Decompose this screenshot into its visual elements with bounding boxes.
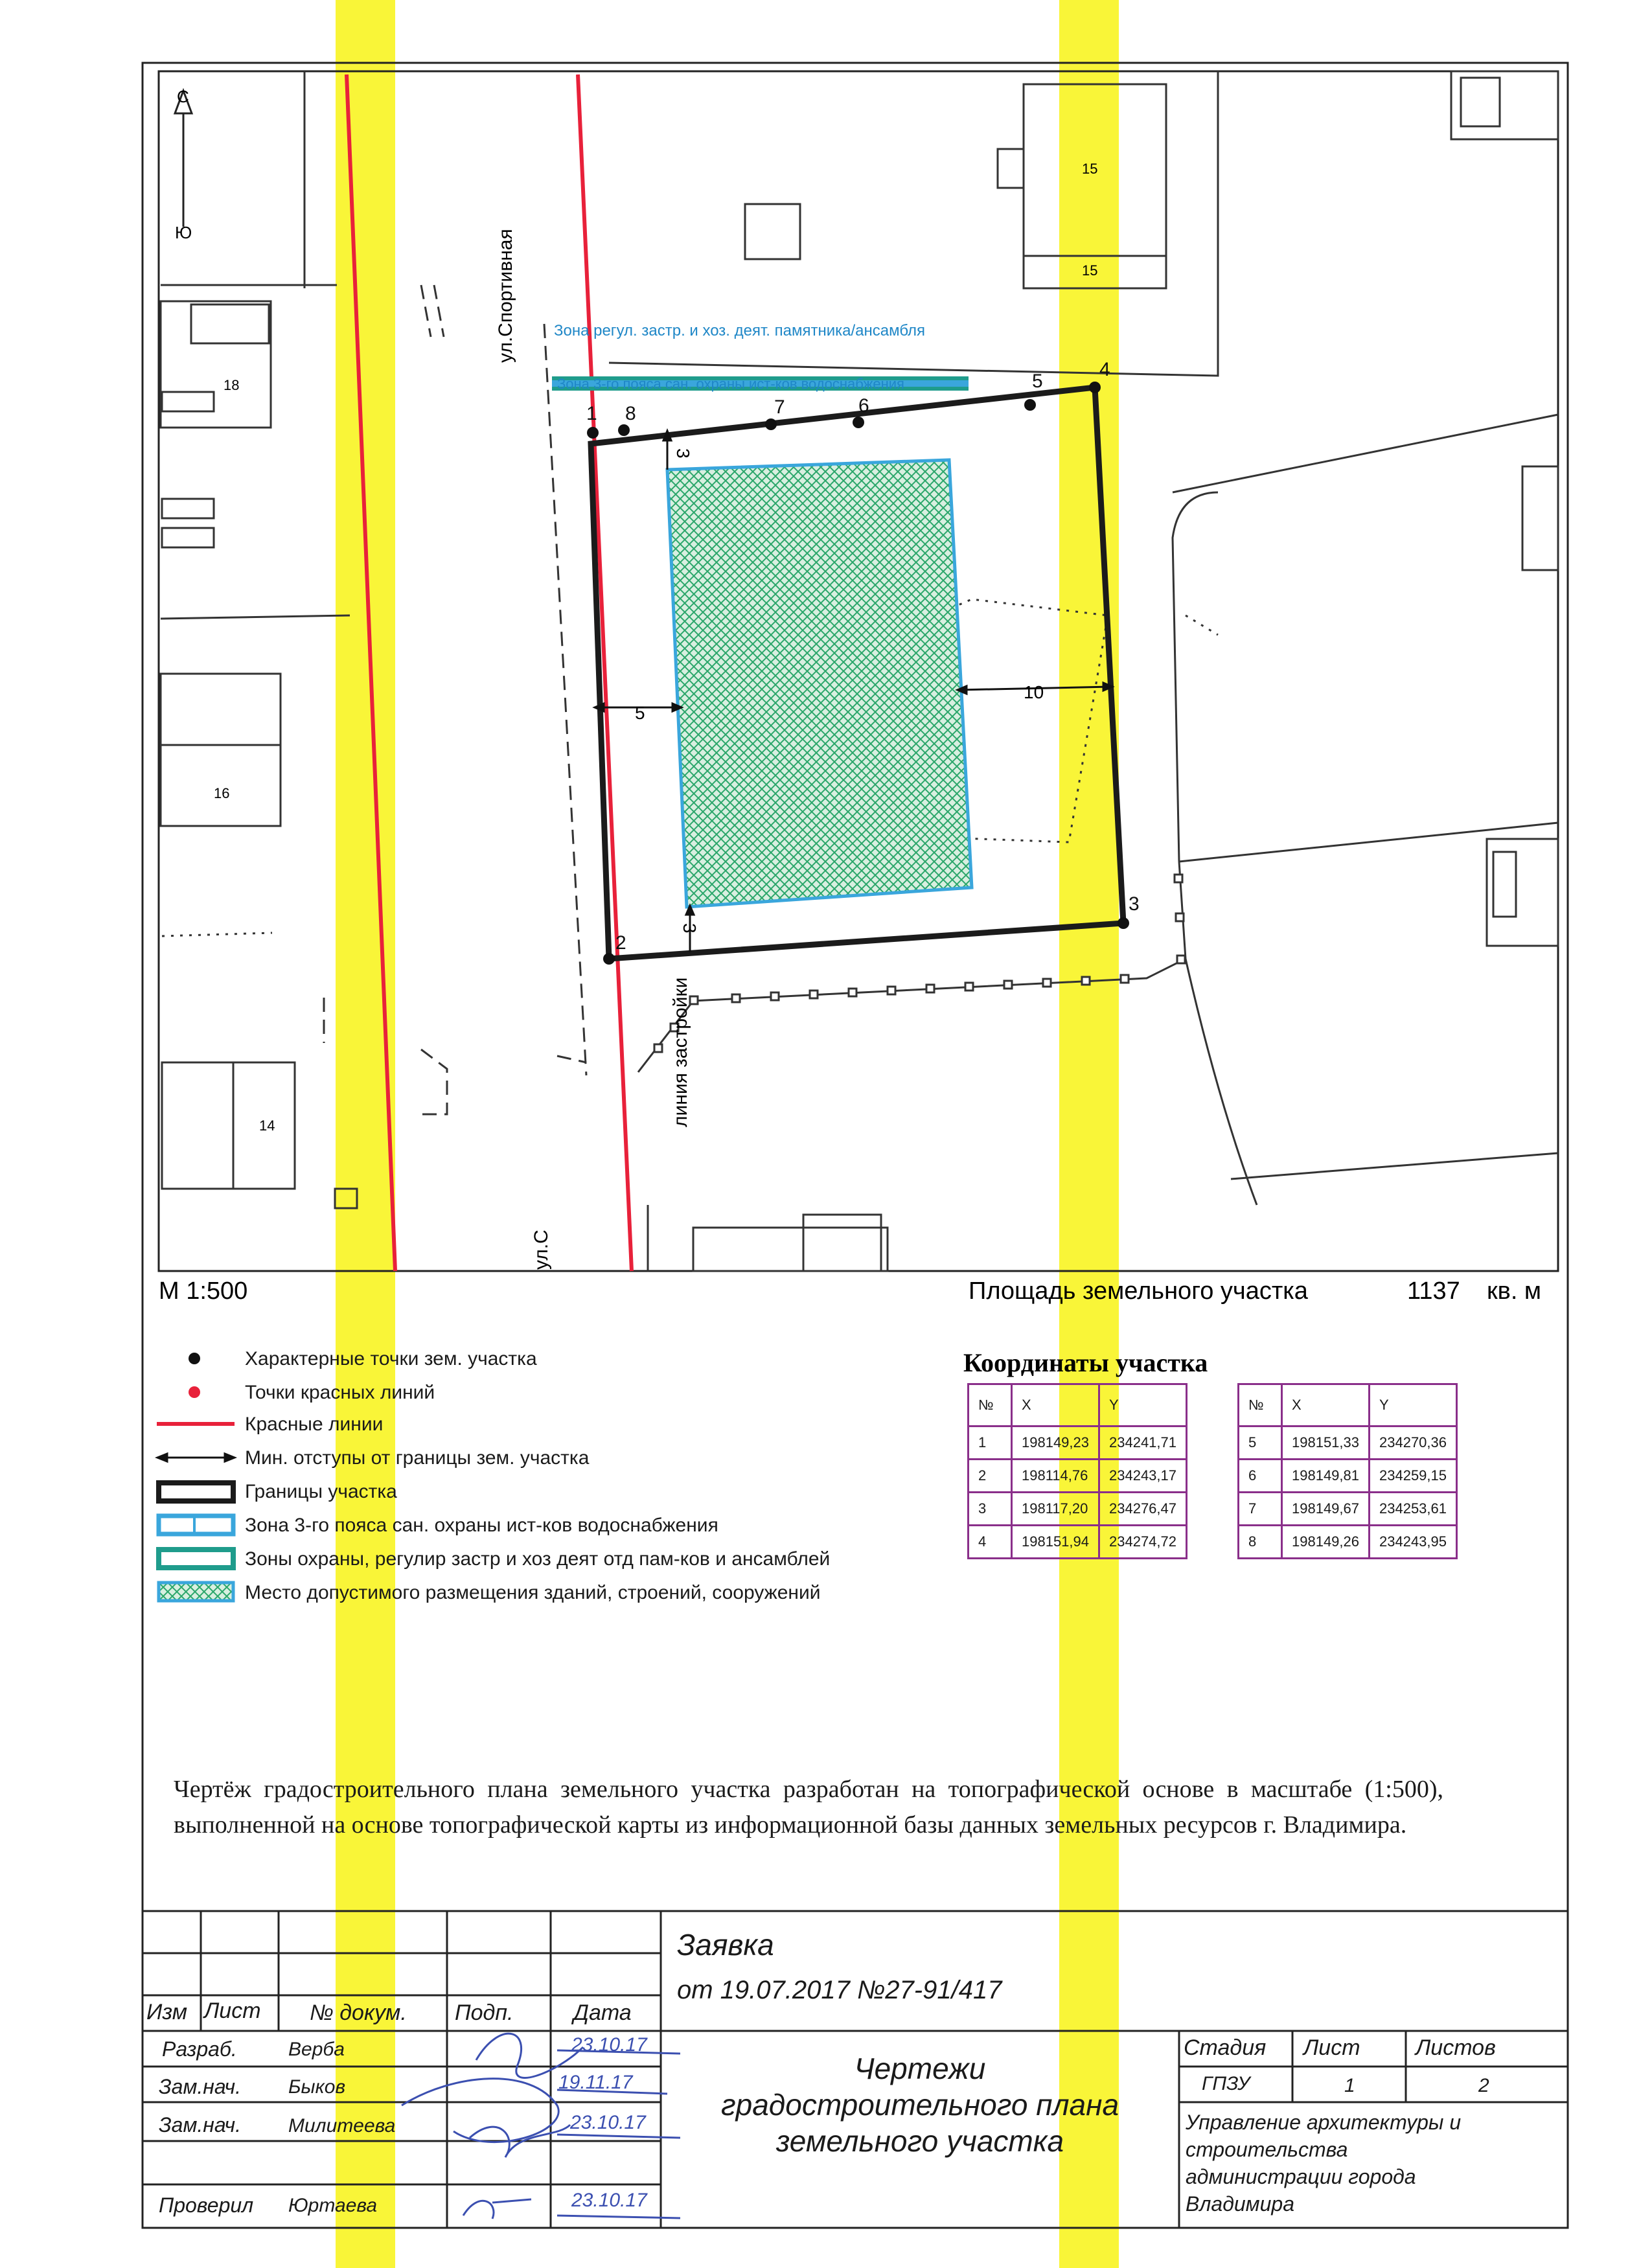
cell: 4	[969, 1526, 1012, 1559]
point-marker	[853, 417, 864, 428]
coordinates-table-left	[967, 1383, 1187, 1559]
street-label-sportivnaya: ул.Спортивная	[495, 229, 516, 363]
col-header-list: Лист	[204, 1999, 261, 2023]
permitted-building-area	[667, 460, 972, 907]
point-marker	[765, 418, 777, 430]
road-edge	[161, 615, 350, 619]
cell: 198117,20	[1012, 1493, 1099, 1526]
legend-text: Зона 3-го пояса сан. охраны ист-ков водоснабжения	[245, 1515, 718, 1536]
legend-text: Место допустимого размещения зданий, строений, сооружений	[245, 1582, 821, 1603]
point-label: 1	[586, 403, 597, 424]
building	[693, 1228, 888, 1271]
legend-red-dot	[189, 1386, 200, 1398]
building	[191, 304, 269, 343]
building	[1493, 852, 1516, 917]
red-line	[578, 74, 632, 1271]
legend-text: Границы участка	[245, 1481, 397, 1502]
role-deputy-2: Зам.нач.	[159, 2113, 241, 2136]
point-marker	[1089, 382, 1101, 393]
building-number: 14	[259, 1117, 275, 1134]
col-header-x: X	[1282, 1384, 1370, 1426]
col-header-izm: Изм	[146, 2000, 188, 2024]
order-title: Заявка	[677, 1928, 774, 1962]
building-number: 15	[1082, 161, 1098, 177]
road-edge	[1173, 492, 1218, 862]
cell: 234270,36	[1370, 1426, 1457, 1460]
role-checker: Проверил	[159, 2194, 254, 2217]
legend-texts	[245, 1348, 830, 1603]
legend-text: Мин. отступы от границы зем. участка	[245, 1447, 590, 1469]
compass-south: Ю	[175, 223, 192, 242]
building	[162, 392, 214, 411]
table-row	[1239, 1493, 1457, 1526]
explanatory-note: Чертёж градостроительного плана земельного участка разработан на топографической основе в масштабе (1:500), выполненной на основе топографической карты из информационной базы данных земельных ресурсов г. Владимира.	[174, 1776, 1443, 1838]
highlight-stripe	[336, 0, 395, 2268]
road-edge	[1173, 415, 1558, 492]
cell: 234243,95	[1370, 1526, 1457, 1559]
legend-arrow	[157, 1454, 235, 1461]
cell: 8	[1239, 1526, 1282, 1559]
col-header-number: №	[969, 1384, 1012, 1426]
cell: 198149,81	[1282, 1460, 1370, 1493]
setback-label: 10	[1024, 682, 1044, 702]
col-header-x: X	[1012, 1384, 1099, 1426]
stage-header: Стадия	[1184, 2035, 1267, 2060]
cell: 198149,26	[1282, 1526, 1370, 1559]
cell: 198151,94	[1012, 1526, 1099, 1559]
build-line-label: линия застройки	[670, 977, 691, 1127]
cell: 234241,71	[1099, 1426, 1187, 1460]
role-developer: Разраб.	[162, 2037, 237, 2061]
point-label: 3	[1129, 893, 1140, 915]
legend-text: Зоны охраны, регулир застр и хоз деят отд пам-ков и ансамблей	[245, 1548, 831, 1570]
cell: 5	[1239, 1426, 1282, 1460]
building	[1522, 466, 1558, 570]
building	[162, 499, 214, 518]
point-label: 2	[615, 932, 626, 954]
date-checker: 23.10.17	[571, 2190, 647, 2211]
cell: 1	[969, 1426, 1012, 1460]
sheets-value: 2	[1478, 2075, 1489, 2096]
legend-blue-box	[159, 1516, 233, 1534]
date-developer: 23.10.17	[571, 2034, 647, 2056]
name-developer: Верба	[288, 2039, 345, 2060]
area-unit: кв. м	[1487, 1277, 1542, 1305]
building	[162, 528, 214, 547]
compass-north: С	[177, 87, 189, 106]
road-edge	[1186, 959, 1257, 1205]
legend-teal-box	[159, 1550, 233, 1568]
order-ref: от 19.07.2017 №27-91/417	[677, 1976, 1002, 2004]
point-marker	[1118, 917, 1129, 929]
point-label: 7	[774, 396, 785, 418]
north-arrow-icon	[175, 91, 192, 227]
cell: 234243,17	[1099, 1460, 1187, 1493]
zone-label-water: Зона 3-го пояса сан. охраны ист-ков водоснабжения	[557, 376, 904, 392]
table-row	[1239, 1460, 1457, 1493]
table-row	[969, 1493, 1187, 1526]
point-marker	[603, 953, 615, 965]
date-deputy-1: 19.11.17	[558, 2072, 633, 2093]
name-deputy-2: Милитеева	[288, 2115, 396, 2136]
setback-label: 3	[673, 448, 693, 459]
road-edge	[1179, 823, 1558, 862]
cell: 198149,23	[1012, 1426, 1099, 1460]
building	[745, 204, 800, 259]
cell: 7	[1239, 1493, 1282, 1526]
setback-label: 3	[680, 923, 700, 934]
document-title: Чертежи градостроительного плана земельного участка	[720, 2052, 1119, 2158]
setback-label: 5	[635, 703, 645, 723]
cell: 2	[969, 1460, 1012, 1493]
legend-black-box	[159, 1483, 233, 1501]
name-checker: Юртаева	[288, 2195, 378, 2216]
cell: 234253,61	[1370, 1493, 1457, 1526]
building-number: 18	[224, 377, 240, 393]
cell: 234274,72	[1099, 1526, 1187, 1559]
date-deputy-2: 23.10.17	[570, 2112, 646, 2133]
table-row	[969, 1526, 1187, 1559]
legend-black-dot	[189, 1353, 200, 1364]
coordinates-table-right	[1237, 1383, 1458, 1559]
col-header-y: Y	[1370, 1384, 1457, 1426]
table-row	[969, 1426, 1187, 1460]
point-marker	[618, 424, 630, 436]
table-row	[969, 1460, 1187, 1493]
building	[161, 674, 281, 826]
legend-symbols	[157, 1353, 235, 1601]
col-header-number: №	[1239, 1384, 1282, 1426]
building	[1451, 71, 1558, 139]
point-marker	[587, 427, 599, 439]
coordinates-title: Координаты участка	[963, 1348, 1208, 1377]
building	[161, 301, 271, 428]
highlight-stripe	[1059, 0, 1119, 2268]
building-number: 15	[1082, 262, 1098, 279]
building	[998, 149, 1024, 188]
building	[1487, 839, 1558, 946]
legend-hatch-box	[159, 1583, 233, 1601]
area-label: Площадь земельного участка	[969, 1277, 1308, 1305]
building-number: 16	[214, 785, 230, 801]
cell: 198149,67	[1282, 1493, 1370, 1526]
legend-text: Красные линии	[245, 1414, 384, 1435]
building	[803, 1215, 881, 1271]
sheets-header: Листов	[1416, 2035, 1496, 2060]
sheet-value: 1	[1344, 2075, 1355, 2096]
point-label: 6	[858, 395, 869, 417]
cell: 234259,15	[1370, 1460, 1457, 1493]
col-header-sign: Подп.	[455, 2000, 514, 2025]
legend-text: Характерные точки зем. участка	[245, 1348, 537, 1369]
name-deputy-1: Быков	[288, 2076, 346, 2098]
road-edge	[1231, 1153, 1558, 1179]
street-label-cut: ул.С	[531, 1230, 552, 1270]
role-deputy-1: Зам.нач.	[159, 2075, 241, 2098]
cell: 198114,76	[1012, 1460, 1099, 1493]
zone-label-monument: Зона регул. застр. и хоз. деят. памятника/ансамбля	[554, 322, 926, 339]
point-label: 5	[1032, 371, 1043, 392]
cell: 3	[969, 1493, 1012, 1526]
cell: 198151,33	[1282, 1426, 1370, 1460]
legend-text: Точки красных линий	[245, 1382, 435, 1403]
col-header-date: Дата	[573, 2000, 632, 2025]
building	[1461, 78, 1500, 126]
table-row	[1239, 1426, 1457, 1460]
area-value: 1137	[1407, 1277, 1460, 1305]
organization-name: Управление архитектуры и строительства администрации города Владимира	[1186, 2111, 1462, 2216]
col-header-y: Y	[1099, 1384, 1187, 1426]
map-scale: М 1:500	[159, 1277, 248, 1305]
point-label: 4	[1099, 359, 1110, 380]
point-label: 8	[625, 403, 636, 424]
stage-value: ГПЗУ	[1202, 2073, 1250, 2094]
cell: 234276,47	[1099, 1493, 1187, 1526]
table-row	[1239, 1526, 1457, 1559]
point-marker	[1024, 399, 1036, 411]
col-header-doc: № докум.	[310, 2000, 407, 2025]
sheet-header: Лист	[1303, 2035, 1360, 2060]
cell: 6	[1239, 1460, 1282, 1493]
